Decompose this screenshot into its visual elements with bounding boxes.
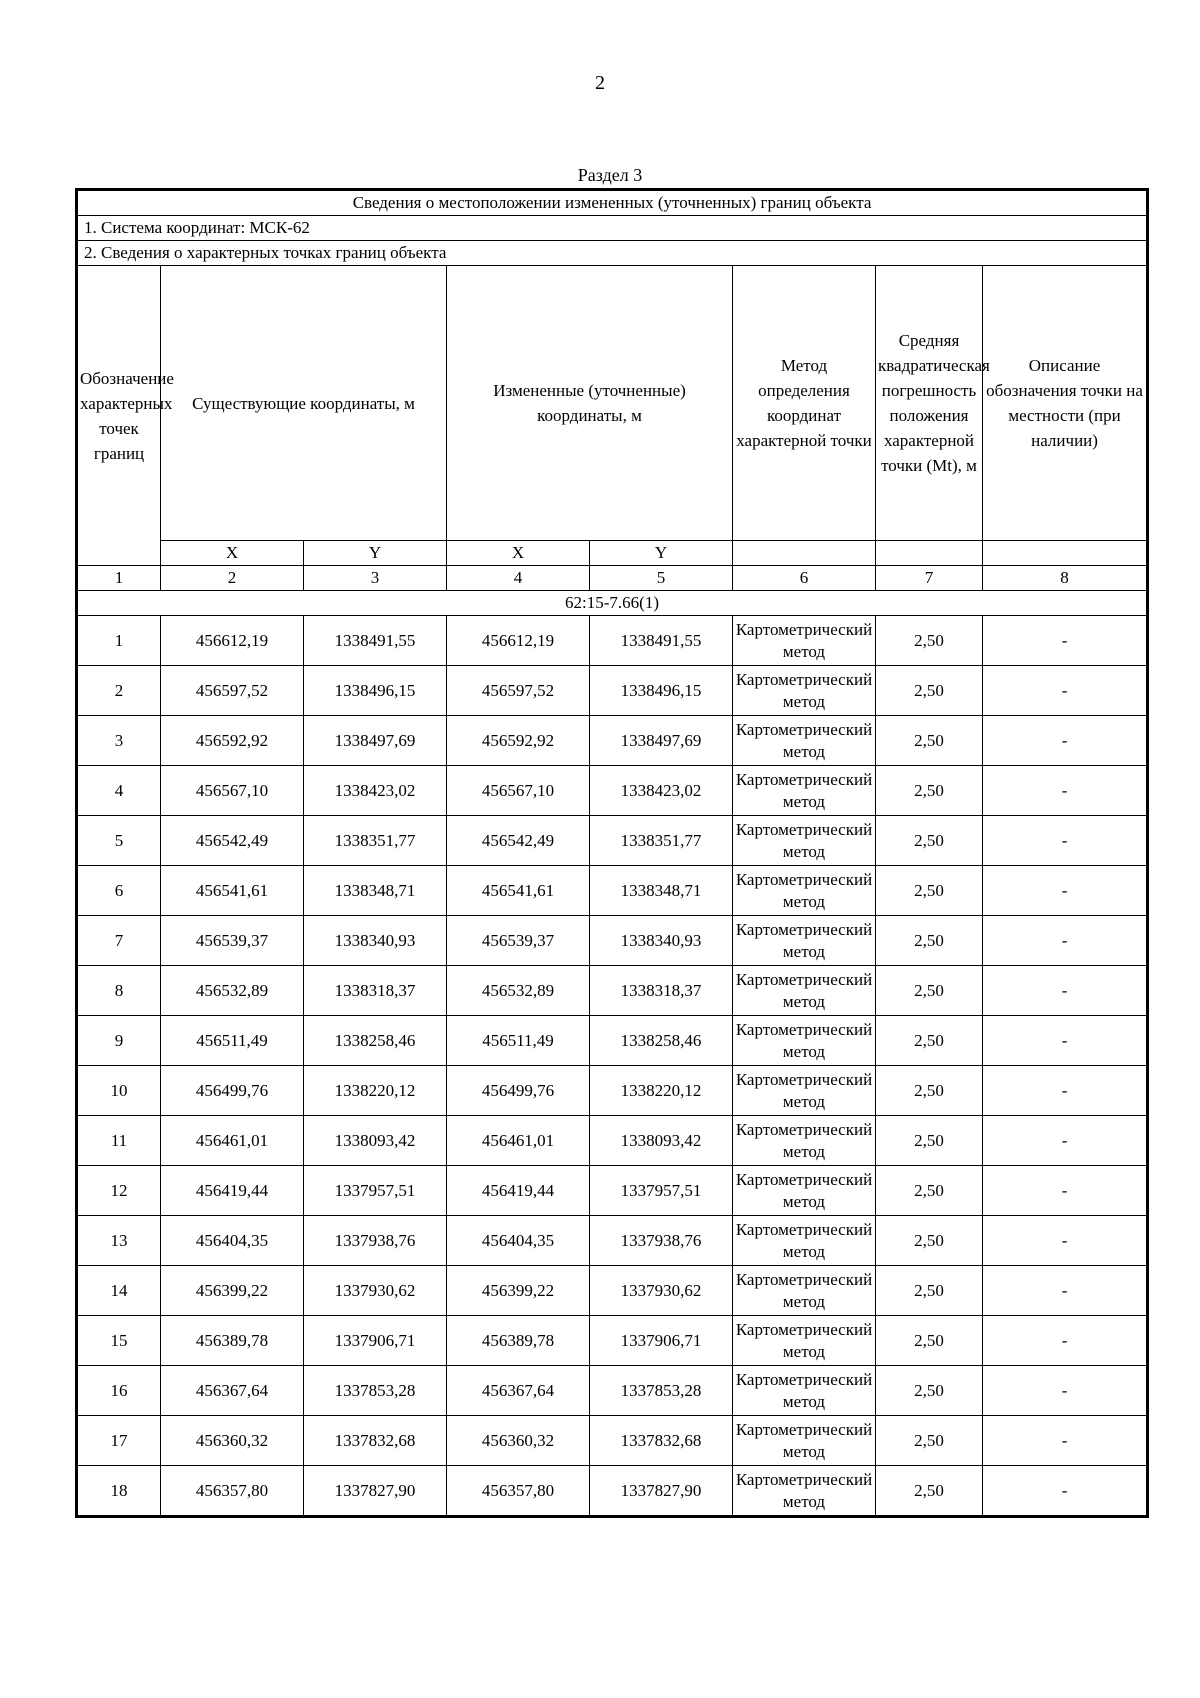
cell-changed-x: 456541,61 (447, 866, 590, 916)
cell-point-number: 9 (77, 1016, 161, 1066)
cell-description: - (983, 766, 1148, 816)
coordinate-system: 1. Система координат: МСК-62 (77, 216, 1148, 241)
cell-changed-y: 1338258,46 (590, 1016, 733, 1066)
column-number: 6 (733, 566, 876, 591)
cell-method (733, 616, 876, 666)
cell-point-number: 17 (77, 1416, 161, 1466)
cell-existing-x: 456499,76 (161, 1066, 304, 1116)
cell-description: - (983, 1116, 1148, 1166)
table-row (77, 1016, 1148, 1066)
cell-description: - (983, 716, 1148, 766)
cell-description: - (983, 1316, 1148, 1366)
column-number: 2 (161, 566, 304, 591)
cell-point-number: 3 (77, 716, 161, 766)
cell-existing-x: 456592,92 (161, 716, 304, 766)
cell-existing-x: 456360,32 (161, 1416, 304, 1466)
cell-method (733, 1166, 876, 1216)
cell-existing-y: 1338340,93 (304, 916, 447, 966)
cell-point-number: 14 (77, 1266, 161, 1316)
cell-changed-y: 1338423,02 (590, 766, 733, 816)
cell-existing-x: 456399,22 (161, 1266, 304, 1316)
method-text: Картометрический метод (735, 669, 873, 711)
method-text: Картометрический метод (735, 1319, 873, 1361)
header-blank-8 (983, 541, 1148, 566)
method-text: Картометрический метод (735, 919, 873, 961)
column-number: 4 (447, 566, 590, 591)
cell-method (733, 916, 876, 966)
cell-changed-x: 456419,44 (447, 1166, 590, 1216)
cell-existing-x: 456567,10 (161, 766, 304, 816)
table-row (77, 1166, 1148, 1216)
cell-changed-x: 456539,37 (447, 916, 590, 966)
cell-method (733, 666, 876, 716)
column-number: 1 (77, 566, 161, 591)
method-text: Картометрический метод (735, 869, 873, 911)
cell-existing-x: 456532,89 (161, 966, 304, 1016)
cell-description: - (983, 1366, 1148, 1416)
cell-existing-x: 456511,49 (161, 1016, 304, 1066)
cell-method (733, 766, 876, 816)
method-text: Картометрический метод (735, 969, 873, 1011)
cell-existing-y: 1337853,28 (304, 1366, 447, 1416)
cell-changed-x: 456389,78 (447, 1316, 590, 1366)
cell-existing-x: 456597,52 (161, 666, 304, 716)
header-description: Описание обозначения точки на местности (при наличии) (983, 266, 1148, 541)
method-text: Картометрический метод (735, 1369, 873, 1411)
table-title: Сведения о местоположении измененных (уточненных) границ объекта (77, 190, 1148, 216)
cell-point-number: 8 (77, 966, 161, 1016)
cell-existing-x: 456419,44 (161, 1166, 304, 1216)
header-existing-coordinates: Существующие координаты, м (161, 266, 447, 541)
table-row (77, 916, 1148, 966)
table-row (77, 1366, 1148, 1416)
cell-point-number: 12 (77, 1166, 161, 1216)
table-row (77, 966, 1148, 1016)
cell-changed-x: 456404,35 (447, 1216, 590, 1266)
cell-method (733, 1016, 876, 1066)
cell-changed-y: 1338340,93 (590, 916, 733, 966)
cell-changed-y: 1337906,71 (590, 1316, 733, 1366)
cell-description: - (983, 616, 1148, 666)
cell-changed-y: 1337853,28 (590, 1366, 733, 1416)
cell-point-number: 1 (77, 616, 161, 666)
cell-mean-error: 2,50 (876, 616, 983, 666)
cell-mean-error: 2,50 (876, 1216, 983, 1266)
cell-point-number: 4 (77, 766, 161, 816)
cell-method (733, 1416, 876, 1466)
cell-existing-y: 1338496,15 (304, 666, 447, 716)
cell-point-number: 15 (77, 1316, 161, 1366)
cell-changed-x: 456612,19 (447, 616, 590, 666)
table-row (77, 1066, 1148, 1116)
table-row (77, 666, 1148, 716)
cell-mean-error: 2,50 (876, 1166, 983, 1216)
table-row (77, 1116, 1148, 1166)
cell-description: - (983, 866, 1148, 916)
cell-mean-error: 2,50 (876, 1466, 983, 1517)
table-row (77, 1216, 1148, 1266)
cell-existing-y: 1338348,71 (304, 866, 447, 916)
cell-changed-y: 1338496,15 (590, 666, 733, 716)
cell-existing-y: 1338497,69 (304, 716, 447, 766)
method-text: Картометрический метод (735, 1219, 873, 1261)
cell-changed-x: 456461,01 (447, 1116, 590, 1166)
cell-existing-x: 456461,01 (161, 1116, 304, 1166)
header-blank-6 (733, 541, 876, 566)
cell-method (733, 1466, 876, 1517)
cell-changed-x: 456360,32 (447, 1416, 590, 1466)
table-row (77, 866, 1148, 916)
cell-mean-error: 2,50 (876, 1266, 983, 1316)
column-number: 8 (983, 566, 1148, 591)
method-text: Картометрический метод (735, 1469, 873, 1511)
cell-existing-y: 1338093,42 (304, 1116, 447, 1166)
cell-mean-error: 2,50 (876, 716, 983, 766)
table-row (77, 1416, 1148, 1466)
cell-mean-error: 2,50 (876, 916, 983, 966)
table-row (77, 816, 1148, 866)
cell-changed-y: 1338491,55 (590, 616, 733, 666)
cell-mean-error: 2,50 (876, 816, 983, 866)
points-info: 2. Сведения о характерных точках границ объекта (77, 241, 1148, 266)
cell-method (733, 816, 876, 866)
cell-mean-error: 2,50 (876, 1016, 983, 1066)
cell-mean-error: 2,50 (876, 966, 983, 1016)
table-row (77, 716, 1148, 766)
cell-description: - (983, 1166, 1148, 1216)
cell-description: - (983, 916, 1148, 966)
cell-changed-x: 456367,64 (447, 1366, 590, 1416)
cell-existing-y: 1337938,76 (304, 1216, 447, 1266)
cell-method (733, 1116, 876, 1166)
table-row (77, 1466, 1148, 1517)
coordinates-table (75, 188, 1149, 1518)
cell-method (733, 1216, 876, 1266)
cell-mean-error: 2,50 (876, 866, 983, 916)
table-row (77, 1266, 1148, 1316)
cell-existing-y: 1338423,02 (304, 766, 447, 816)
method-text: Картометрический метод (735, 1019, 873, 1061)
method-text: Картометрический метод (735, 619, 873, 661)
cell-changed-y: 1338348,71 (590, 866, 733, 916)
cell-point-number: 13 (77, 1216, 161, 1266)
cell-existing-y: 1337827,90 (304, 1466, 447, 1517)
cell-changed-y: 1337957,51 (590, 1166, 733, 1216)
method-text: Картометрический метод (735, 1269, 873, 1311)
cell-method (733, 1066, 876, 1116)
cell-changed-y: 1338497,69 (590, 716, 733, 766)
cell-point-number: 16 (77, 1366, 161, 1416)
cell-changed-x: 456399,22 (447, 1266, 590, 1316)
table-row (77, 616, 1148, 666)
cell-changed-y: 1337938,76 (590, 1216, 733, 1266)
cell-method (733, 1316, 876, 1366)
cell-mean-error: 2,50 (876, 666, 983, 716)
cell-existing-x: 456367,64 (161, 1366, 304, 1416)
column-number: 3 (304, 566, 447, 591)
cell-existing-x: 456357,80 (161, 1466, 304, 1517)
cell-point-number: 7 (77, 916, 161, 966)
cell-description: - (983, 1016, 1148, 1066)
cell-point-number: 5 (77, 816, 161, 866)
cell-mean-error: 2,50 (876, 766, 983, 816)
cell-changed-x: 456592,92 (447, 716, 590, 766)
cell-changed-x: 456532,89 (447, 966, 590, 1016)
cell-method (733, 1366, 876, 1416)
cell-point-number: 11 (77, 1116, 161, 1166)
cell-mean-error: 2,50 (876, 1066, 983, 1116)
cell-changed-y: 1337832,68 (590, 1416, 733, 1466)
table-row (77, 1316, 1148, 1366)
parcel-id: 62:15-7.66(1) (77, 591, 1148, 616)
cell-existing-y: 1337957,51 (304, 1166, 447, 1216)
cell-existing-x: 456612,19 (161, 616, 304, 666)
cell-description: - (983, 666, 1148, 716)
cell-point-number: 10 (77, 1066, 161, 1116)
cell-existing-y: 1337906,71 (304, 1316, 447, 1366)
cell-description: - (983, 1216, 1148, 1266)
column-number: 7 (876, 566, 983, 591)
header-method: Метод определения координат характерной точки (733, 266, 876, 541)
cell-method (733, 1266, 876, 1316)
cell-changed-x: 456567,10 (447, 766, 590, 816)
cell-changed-y: 1338318,37 (590, 966, 733, 1016)
column-number: 5 (590, 566, 733, 591)
cell-existing-y: 1338491,55 (304, 616, 447, 666)
cell-changed-y: 1338351,77 (590, 816, 733, 866)
cell-method (733, 866, 876, 916)
method-text: Картометрический метод (735, 1069, 873, 1111)
header-mean-error: Средняя квадратическая погрешность положения характерной точки (Mt), м (876, 266, 983, 541)
cell-mean-error: 2,50 (876, 1116, 983, 1166)
cell-description: - (983, 1266, 1148, 1316)
method-text: Картометрический метод (735, 1169, 873, 1211)
cell-mean-error: 2,50 (876, 1316, 983, 1366)
method-text: Картометрический метод (735, 769, 873, 811)
cell-existing-x: 456404,35 (161, 1216, 304, 1266)
method-text: Картометрический метод (735, 1419, 873, 1461)
cell-changed-x: 456357,80 (447, 1466, 590, 1517)
method-text: Картометрический метод (735, 819, 873, 861)
cell-existing-x: 456541,61 (161, 866, 304, 916)
cell-method (733, 716, 876, 766)
cell-description: - (983, 966, 1148, 1016)
cell-existing-y: 1338220,12 (304, 1066, 447, 1116)
method-text: Картометрический метод (735, 1119, 873, 1161)
cell-changed-y: 1337930,62 (590, 1266, 733, 1316)
header-x-changed: X (447, 541, 590, 566)
cell-existing-y: 1338258,46 (304, 1016, 447, 1066)
header-y-existing: Y (304, 541, 447, 566)
cell-point-number: 18 (77, 1466, 161, 1517)
cell-existing-x: 456542,49 (161, 816, 304, 866)
cell-existing-x: 456389,78 (161, 1316, 304, 1366)
table-row (77, 766, 1148, 816)
cell-existing-y: 1338318,37 (304, 966, 447, 1016)
cell-changed-y: 1338220,12 (590, 1066, 733, 1116)
cell-description: - (983, 1066, 1148, 1116)
section-title: Раздел 3 (577, 165, 643, 185)
cell-description: - (983, 816, 1148, 866)
cell-point-number: 2 (77, 666, 161, 716)
header-x-existing: X (161, 541, 304, 566)
cell-description: - (983, 1466, 1148, 1517)
header-blank-7 (876, 541, 983, 566)
cell-changed-x: 456542,49 (447, 816, 590, 866)
cell-mean-error: 2,50 (876, 1366, 983, 1416)
cell-changed-x: 456511,49 (447, 1016, 590, 1066)
cell-existing-y: 1337930,62 (304, 1266, 447, 1316)
cell-changed-y: 1337827,90 (590, 1466, 733, 1517)
cell-mean-error: 2,50 (876, 1416, 983, 1466)
cell-method (733, 966, 876, 1016)
header-y-changed: Y (590, 541, 733, 566)
cell-existing-y: 1338351,77 (304, 816, 447, 866)
cell-changed-x: 456499,76 (447, 1066, 590, 1116)
cell-changed-x: 456597,52 (447, 666, 590, 716)
cell-changed-y: 1338093,42 (590, 1116, 733, 1166)
method-text: Картометрический метод (735, 719, 873, 761)
cell-point-number: 6 (77, 866, 161, 916)
cell-description: - (983, 1416, 1148, 1466)
cell-existing-x: 456539,37 (161, 916, 304, 966)
header-point-designation: Обозначение характерных точек границ (77, 266, 161, 566)
header-changed-coordinates: Измененные (уточненные) координаты, м (447, 266, 733, 541)
cell-existing-y: 1337832,68 (304, 1416, 447, 1466)
page-number: 2 (595, 72, 605, 94)
